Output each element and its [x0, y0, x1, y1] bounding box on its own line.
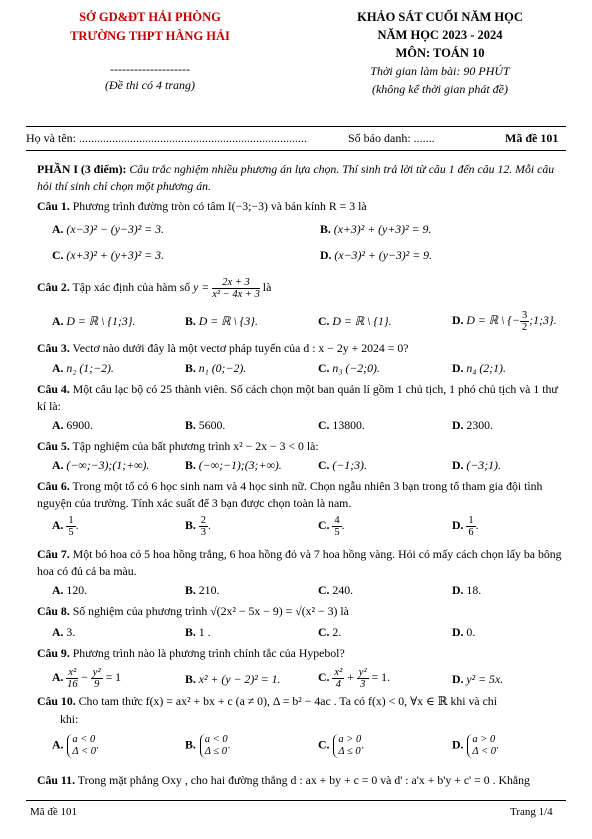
q7-option-c[interactable]: C. 240.	[318, 583, 354, 597]
q4-option-d[interactable]: D. 2300.	[452, 418, 493, 432]
q2-option-d[interactable]: D. D = ℝ \ {− $\frac{3}{2}$ ;1;3}.	[452, 310, 557, 333]
header-right	[310, 8, 570, 98]
question-6: Câu 6. Trong một tổ có 6 học sinh nam và 4 học sinh nữ. Chọn ngẫu nhiên 3 bạn trong tổ tham gia đội tình nguyện của trường. Tính xác suất để 3 bạn được chọn toàn là nam.	[37, 479, 543, 510]
header-left	[45, 8, 255, 94]
question-9: Câu 9. Phương trình nào là phương trình chính tắc của Hypebol?	[37, 646, 345, 660]
q2-option-b[interactable]: B. D = ℝ \ {3}.	[185, 314, 258, 328]
q2-option-a[interactable]: A. D = ℝ \ {1;3}.	[52, 314, 136, 328]
q4-option-c[interactable]: C. 13800.	[318, 418, 365, 432]
part-title: PHẦN I (3 điểm):	[37, 162, 127, 176]
q1-option-a[interactable]: A. (x−3)² − (y−3)² = 3.	[52, 222, 164, 236]
q4-option-b[interactable]: B. 5600.	[185, 418, 226, 432]
question-text: Phương trình đường tròn có tâm I(−3;−3) và bán kính R = 3 là	[72, 199, 367, 213]
question-7: Câu 7. Một bó hoa có 5 hoa hồng trắng, 6 hoa hồng đỏ và 7 hoa hồng vàng. Hỏi có mấy cách chọn lấy ba bông hoa có đủ cả ba màu.	[37, 547, 562, 578]
q6-option-d[interactable]: D. $\frac{1}{6}$ .	[452, 515, 479, 538]
question-label: Câu 1.	[37, 199, 70, 213]
q5-option-c[interactable]: C. (−1;3).	[318, 458, 367, 472]
q1-option-c[interactable]: C. (x+3)² + (y+3)² = 3.	[52, 248, 164, 262]
q5-option-a[interactable]: A. (−∞;−3);(1;+∞).	[52, 458, 150, 472]
question-3: Câu 3. Vectơ nào dưới đây là một vectơ pháp tuyến của d : x − 2y + 2024 = 0?	[37, 341, 409, 355]
question-1	[37, 198, 567, 215]
q2-option-c[interactable]: C. D = ℝ \ {1}.	[318, 314, 392, 328]
question-10-continued: khi:	[60, 712, 79, 726]
footer-page-number: Trang 1/4	[510, 806, 553, 818]
q10-option-a[interactable]: A. a < 0 Δ < 0 .	[52, 734, 99, 757]
student-id-line: Số báo danh: .......	[348, 131, 435, 145]
subject: MÔN: TOÁN 10	[395, 46, 485, 60]
q6-option-b[interactable]: B. $\frac{2}{3}$ .	[185, 515, 211, 538]
pages-note: (Đề thi có 4 trang)	[105, 78, 195, 92]
q8-option-a[interactable]: A. 3.	[52, 625, 76, 639]
question-2: Câu 2. Tập xác định của hàm số y = $\frac{2x + 3}{\text{x² − 4x + 3}}$ là	[37, 277, 272, 300]
part-one-instructions	[37, 161, 567, 195]
q1-option-b[interactable]: B. (x+3)² + (y+3)² = 9.	[320, 222, 432, 236]
q10-option-d[interactable]: D. a > 0 Δ < 0 .	[452, 734, 499, 757]
q8-option-b[interactable]: B. 1 .	[185, 625, 211, 639]
q3-option-c[interactable]: C. n₃ (−2;0).	[318, 361, 380, 375]
q9-option-d[interactable]: D. y² = 5x.	[452, 672, 504, 686]
q7-option-b[interactable]: B. 210.	[185, 583, 220, 597]
part-instruction: Câu trắc nghiệm nhiều phương án lựa chọn. Thí sinh trả lời từ câu 1 đến câu 12. Mỗi câu hỏi thí sinh chỉ chọn một phương án.	[37, 162, 555, 193]
q3-option-a[interactable]: A. n₂ (1;−2).	[52, 361, 114, 375]
q9-option-a[interactable]: A. $\frac{\text{x²}}{16}$ − $\frac{\text{y²}}{9}$ = 1	[52, 667, 122, 690]
q10-option-b[interactable]: B. a < 0 Δ ≤ 0 .	[185, 734, 231, 757]
q4-option-a[interactable]: A. 6900.	[52, 418, 93, 432]
footer-divider	[26, 800, 566, 801]
exam-code: Mã đề 101	[505, 131, 559, 145]
question-8: Câu 8. Số nghiệm của phương trình √(2x² − 5x − 9) = √(x² − 3) là	[37, 604, 349, 618]
q7-option-d[interactable]: D. 18.	[452, 583, 482, 597]
q6-option-c[interactable]: C. $\frac{4}{5}$ .	[318, 515, 345, 538]
student-divider	[26, 150, 566, 151]
school-name: TRƯỜNG THPT HÀNG HẢI	[70, 29, 230, 43]
question-4: Câu 4. Một câu lạc bộ có 25 thành viên. Số cách chọn một ban quản lí gồm 1 chủ tịch, 1 phó chủ tịch và 1 thư kí là:	[37, 382, 558, 413]
time-note: (không kể thời gian phát đề)	[371, 82, 509, 96]
q7-option-a[interactable]: A. 120.	[52, 583, 88, 597]
q8-option-d[interactable]: D. 0.	[452, 625, 476, 639]
separator-dashes: --------------------	[110, 62, 190, 76]
q9-option-c[interactable]: C. $\frac{\text{x²}}{4}$ + $\frac{\text{y²}}{3}$ = 1.	[318, 667, 391, 690]
exam-title: KHẢO SÁT CUỐI NĂM HỌC	[357, 10, 523, 24]
q1-option-d[interactable]: D. (x−3)² + (y−3)² = 9.	[320, 248, 432, 262]
q5-option-d[interactable]: D. (−3;1).	[452, 458, 501, 472]
q9-option-b[interactable]: B. x² + (y − 2)² = 1.	[185, 672, 281, 686]
q3-option-b[interactable]: B. n₁ (0;−2).	[185, 361, 247, 375]
dept-name: SỞ GD&ĐT HẢI PHÒNG	[79, 10, 221, 24]
q8-option-c[interactable]: C. 2.	[318, 625, 342, 639]
q10-option-c[interactable]: C. a > 0 Δ ≤ 0 .	[318, 734, 365, 757]
q2-function-fraction: $\frac{2x + 3}{\text{x² − 4x + 3}}$	[212, 277, 260, 300]
exam-time: Thời gian làm bài: 90 PHÚT	[370, 64, 510, 78]
q6-option-a[interactable]: A. $\frac{1}{5}$ .	[52, 515, 79, 538]
question-11: Câu 11. Trong mặt phẳng Oxy , cho hai đường thẳng d : ax + by + c = 0 và d' : a'x + b'y + c' = 0 . Khẳng	[37, 773, 530, 787]
student-name-line: Họ và tên: ............................................................................	[26, 131, 307, 145]
top-divider	[26, 126, 566, 127]
question-5: Câu 5. Tập nghiệm của bất phương trình x² − 2x − 3 < 0 là:	[37, 439, 319, 453]
q3-option-d[interactable]: D. n₄ (2;1).	[452, 361, 506, 375]
question-10: Câu 10. Cho tam thức f(x) = ax² + bx + c (a ≠ 0), Δ = b² − 4ac . Ta có f(x) < 0, ∀x ∈ ℝ khi và chỉ	[37, 694, 497, 708]
q5-option-b[interactable]: B. (−∞;−1);(3;+∞).	[185, 458, 282, 472]
footer-exam-code: Mã đề 101	[30, 806, 78, 818]
school-year: NĂM HỌC 2023 - 2024	[377, 28, 503, 42]
